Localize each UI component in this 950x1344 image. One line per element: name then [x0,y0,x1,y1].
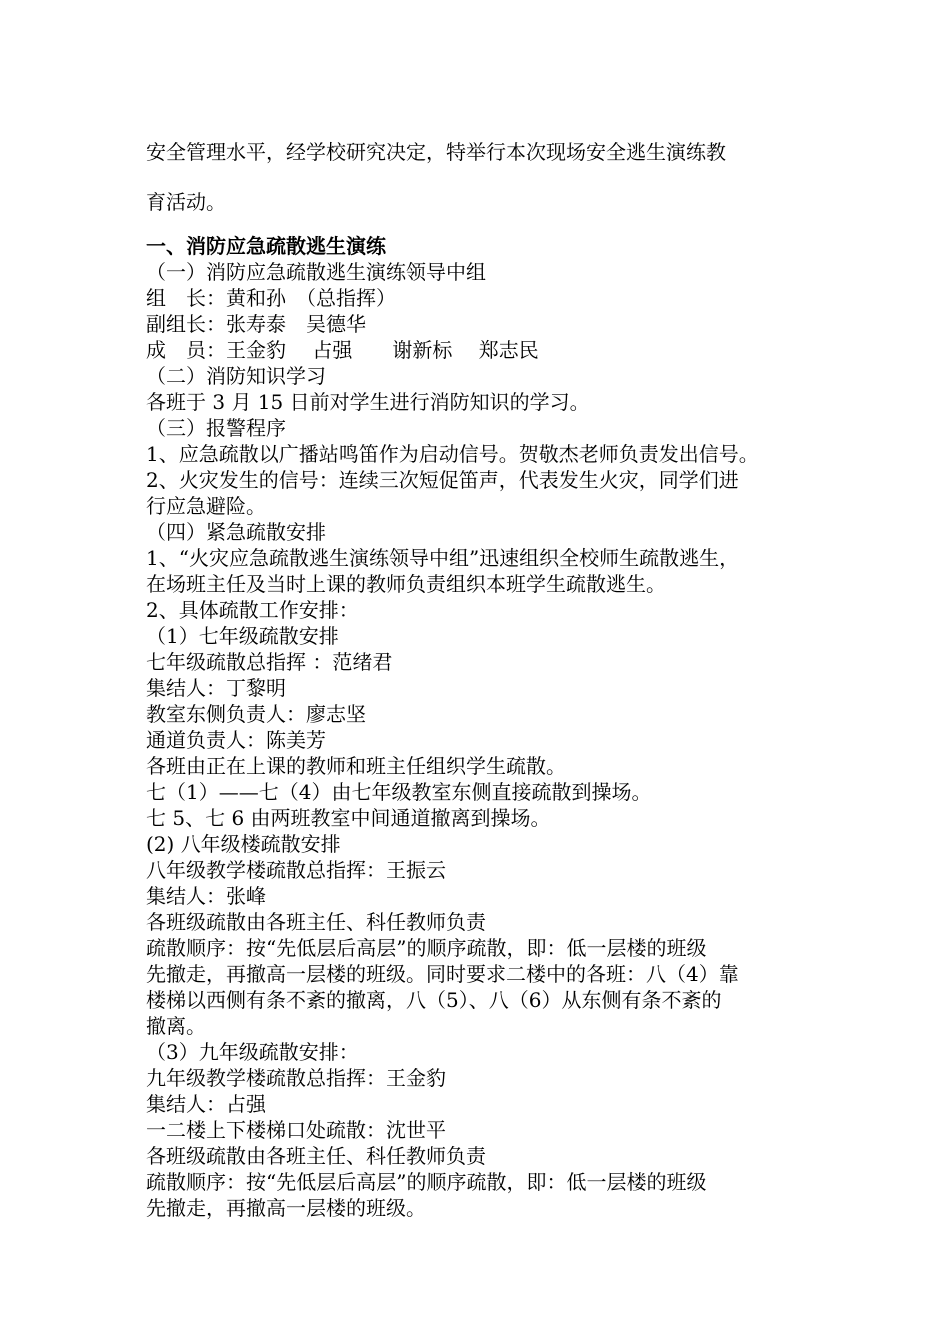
body-line: 七年级疏散总指挥 ：范绪君 [146,650,393,674]
body-line: （四）紧急疏散安排 [146,520,326,544]
intro-line-1: 安全管理水平，经学校研究决定，特举行本次现场安全逃生演练教 [146,140,726,164]
body-line: 组 长：黄和孙 （总指挥） [146,286,396,310]
body-line: 集结人：占强 [146,1092,266,1116]
body-line: 各班级疏散由各班主任、科任教师负责 [146,1144,486,1168]
body-line: 各班级疏散由各班主任、科任教师负责 [146,910,486,934]
body-line: 1、应急疏散以广播站鸣笛作为启动信号。贺敬杰老师负责发出信号。 [146,442,759,466]
section-evacuation-drill [146,233,836,1221]
body-line: 在场班主任及当时上课的教师负责组织本班学生疏散逃生。 [146,572,666,596]
body-line: (2) 八年级楼疏散安排 [146,832,341,856]
body-line: 成 员：王金豹 占强 谢新标 郑志民 [146,338,539,362]
body-line: 楼梯以西侧有条不紊的撤离，八（5）、八（6）从东侧有条不紊的 [146,988,722,1012]
body-line: 行应急避险。 [146,494,266,518]
body-line: 集结人：张峰 [146,884,266,908]
body-line: 教室东侧负责人：廖志坚 [146,702,366,726]
body-line: 副组长：张寿泰 吴德华 [146,312,366,336]
body-line: 一二楼上下楼梯口处疏散：沈世平 [146,1118,446,1142]
section-body [146,259,836,1221]
intro-line-2: 育活动。 [146,190,226,214]
body-line: 通道负责人：陈美芳 [146,728,326,752]
section-heading: 一、消防应急疏散逃生演练 [146,234,386,258]
body-line: 疏散顺序：按“先低层后高层”的顺序疏散，即：低一层楼的班级 [146,1170,707,1194]
body-line: 2、具体疏散工作安排： [146,598,359,622]
body-line: 先撤走，再撤高一层楼的班级。 [146,1196,426,1220]
body-line: 各班由正在上课的教师和班主任组织学生疏散。 [146,754,566,778]
body-line: 1、“火灾应急疏散逃生演练领导中组”迅速组织全校师生疏散逃生， [146,546,740,570]
body-line: 各班于 3 月 15 日前对学生进行消防知识的学习。 [146,390,590,414]
body-line: （1）七年级疏散安排 [146,624,339,648]
body-line: 集结人：丁黎明 [146,676,286,700]
body-line: （3）九年级疏散安排： [146,1040,359,1064]
body-line: 七 5、七 6 由两班教室中间通道撤离到操场。 [146,806,551,830]
body-line: 撤离。 [146,1014,206,1038]
body-line: 2、火灾发生的信号：连续三次短促笛声，代表发生火灾，同学们进 [146,468,739,492]
body-line: 九年级教学楼疏散总指挥：王金豹 [146,1066,446,1090]
body-line: 先撤走，再撤高一层楼的班级。同时要求二楼中的各班：八（4）靠 [146,962,739,986]
body-line: 八年级教学楼疏散总指挥：王振云 [146,858,446,882]
body-line: 七（1）——七（4）由七年级教室东侧直接疏散到操场。 [146,780,652,804]
body-line: （三）报警程序 [146,416,286,440]
body-line: （一）消防应急疏散逃生演练领导中组 [146,260,486,284]
body-line: （二）消防知识学习 [146,364,326,388]
body-line: 疏散顺序：按“先低层后高层”的顺序疏散，即：低一层楼的班级 [146,936,707,960]
